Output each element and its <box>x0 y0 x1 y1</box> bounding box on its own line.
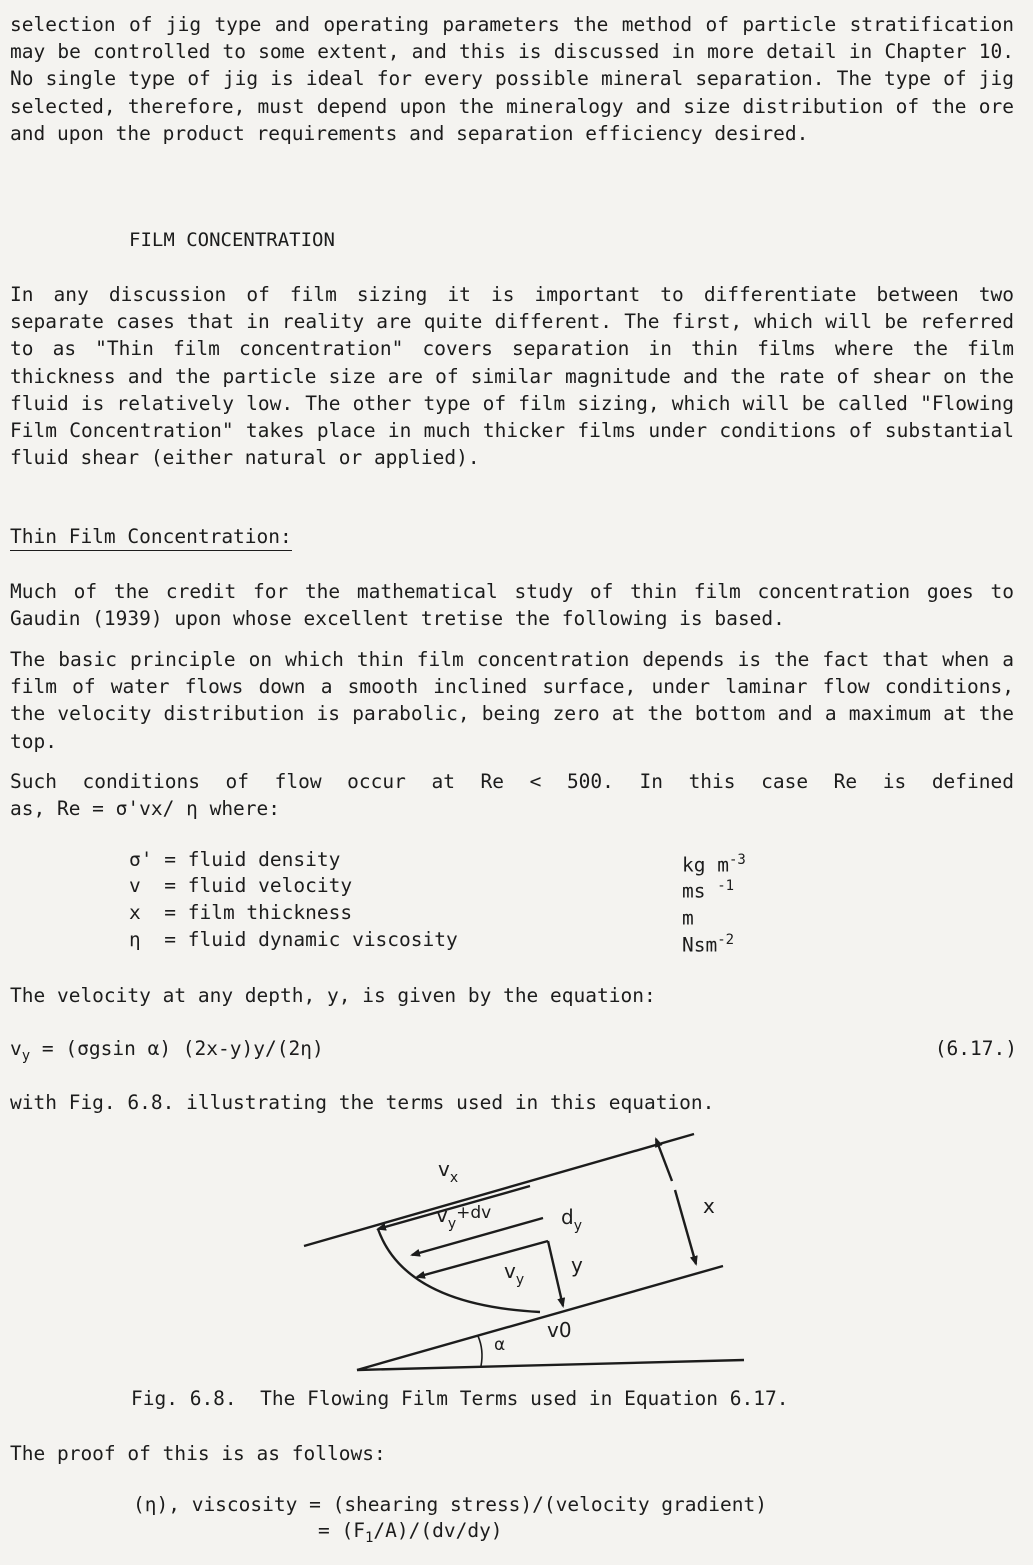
gaudin-paragraph: Much of the credit for the mathematical study of thin film concentration goes to Gaudin (1939) upon whose excellent tretise the following is based. <box>10 580 1014 631</box>
definition-unit: kg $m^{-3}$ <box>682 852 746 877</box>
horizontal-base-line <box>357 1360 744 1370</box>
vx-label: $v_x$ <box>438 1157 459 1186</box>
definition-row: η = fluid dynamic viscosity <box>129 928 458 951</box>
vy-dv-arrow <box>412 1218 543 1255</box>
y-label: y <box>571 1253 583 1277</box>
dy-label: $d_y$ <box>561 1205 582 1234</box>
def-symbol: η <box>129 928 153 951</box>
section-heading: FILM CONCENTRATION <box>129 229 335 251</box>
def-meaning: film thickness <box>187 901 353 924</box>
reynolds-line-2: as, Re = σ'vx/ η where: <box>10 797 281 820</box>
def-symbol: σ' <box>129 848 153 871</box>
definition-row: v = fluid velocity <box>129 874 353 897</box>
def-symbol: x <box>129 901 153 924</box>
definition-unit: ms $^{-1}$ <box>682 878 735 903</box>
intro-paragraph: selection of jig type and operating parameters the method of particle stratification may be controlled to some extent, and this is discussed in more detail in Chapter 10. No single type of jig is ideal for every possible mineral separation. The type of jig selected, therefore, must depend upon the mineralogy and size distribution of the ore and upon the product requirements and separation efficiency desired. <box>10 13 1014 145</box>
x-thickness-arrow-down <box>675 1190 696 1264</box>
vy-arrow <box>417 1241 548 1277</box>
definition-unit: m <box>682 906 694 930</box>
principle-paragraph: The basic principle on which thin film concentration depends is the fact that when a film of water flows down a smooth inclined surface, under laminar flow conditions, the velocity distribution is parabolic, being zero at the bottom and a maximum at the top. <box>10 648 1014 753</box>
vy-dv-label: $v_y^{+dv}$ <box>436 1203 492 1232</box>
definition-unit: Nsm$^{-2}$ <box>682 932 735 957</box>
alpha-angle-arc <box>478 1336 482 1366</box>
def-meaning: fluid velocity <box>187 874 353 897</box>
x-thickness-arrow-up <box>656 1139 672 1181</box>
y-depth-arrow <box>548 1241 563 1306</box>
x-label: x <box>703 1194 715 1218</box>
alpha-label: α <box>494 1335 506 1355</box>
def-meaning: fluid density <box>187 848 341 871</box>
velocity-intro: The velocity at any depth, y, is given by the equation: <box>10 984 656 1007</box>
proof-line-2: = $(F_1/A)/(dv/dy)$ <box>318 1519 503 1546</box>
def-meaning: fluid dynamic viscosity <box>187 928 458 951</box>
v0-label: v0 <box>547 1318 572 1342</box>
figure-caption: Fig. 6.8. The Flowing Film Terms used in Equation 6.17. <box>131 1387 789 1410</box>
proof-intro: The proof of this is as follows: <box>10 1442 386 1465</box>
proof-line-1: (η), viscosity = (shearing stress)/(velocity gradient) <box>133 1493 767 1516</box>
definition-row: x = film thickness <box>129 901 353 924</box>
vy-label: $v_y$ <box>504 1259 525 1288</box>
reynolds-line-1: Such conditions of flow occur at Re < 500. In this case Re is defined <box>10 770 1014 793</box>
inclined-bed-line <box>357 1266 723 1370</box>
velocity-equation: $v_y = (\sigma gsin$ α) (2x-y)y/(2η) <box>10 1037 324 1064</box>
definition-row: σ' = fluid density <box>129 848 341 871</box>
subsection-heading: Thin Film Concentration: <box>10 524 292 551</box>
def-symbol: v <box>129 874 153 897</box>
film-sizing-paragraph: In any discussion of film sizing it is important to differentiate between two separate cases that in reality are quite different. The first, which will be referred to as "Thin film concentration" covers separation in thin films where the film thickness and the particle size are of similar magnitude and the rate of shear on the fluid is relatively low. The other type of film sizing, which will be called "Flowing Film Concentration" takes place in much thicker films under conditions of substantial fluid shear (either natural or applied). <box>10 283 1014 470</box>
figure-intro: with Fig. 6.8. illustrating the terms used in this equation. <box>10 1091 715 1114</box>
equation-number: (6.17.) <box>934 1037 1017 1060</box>
